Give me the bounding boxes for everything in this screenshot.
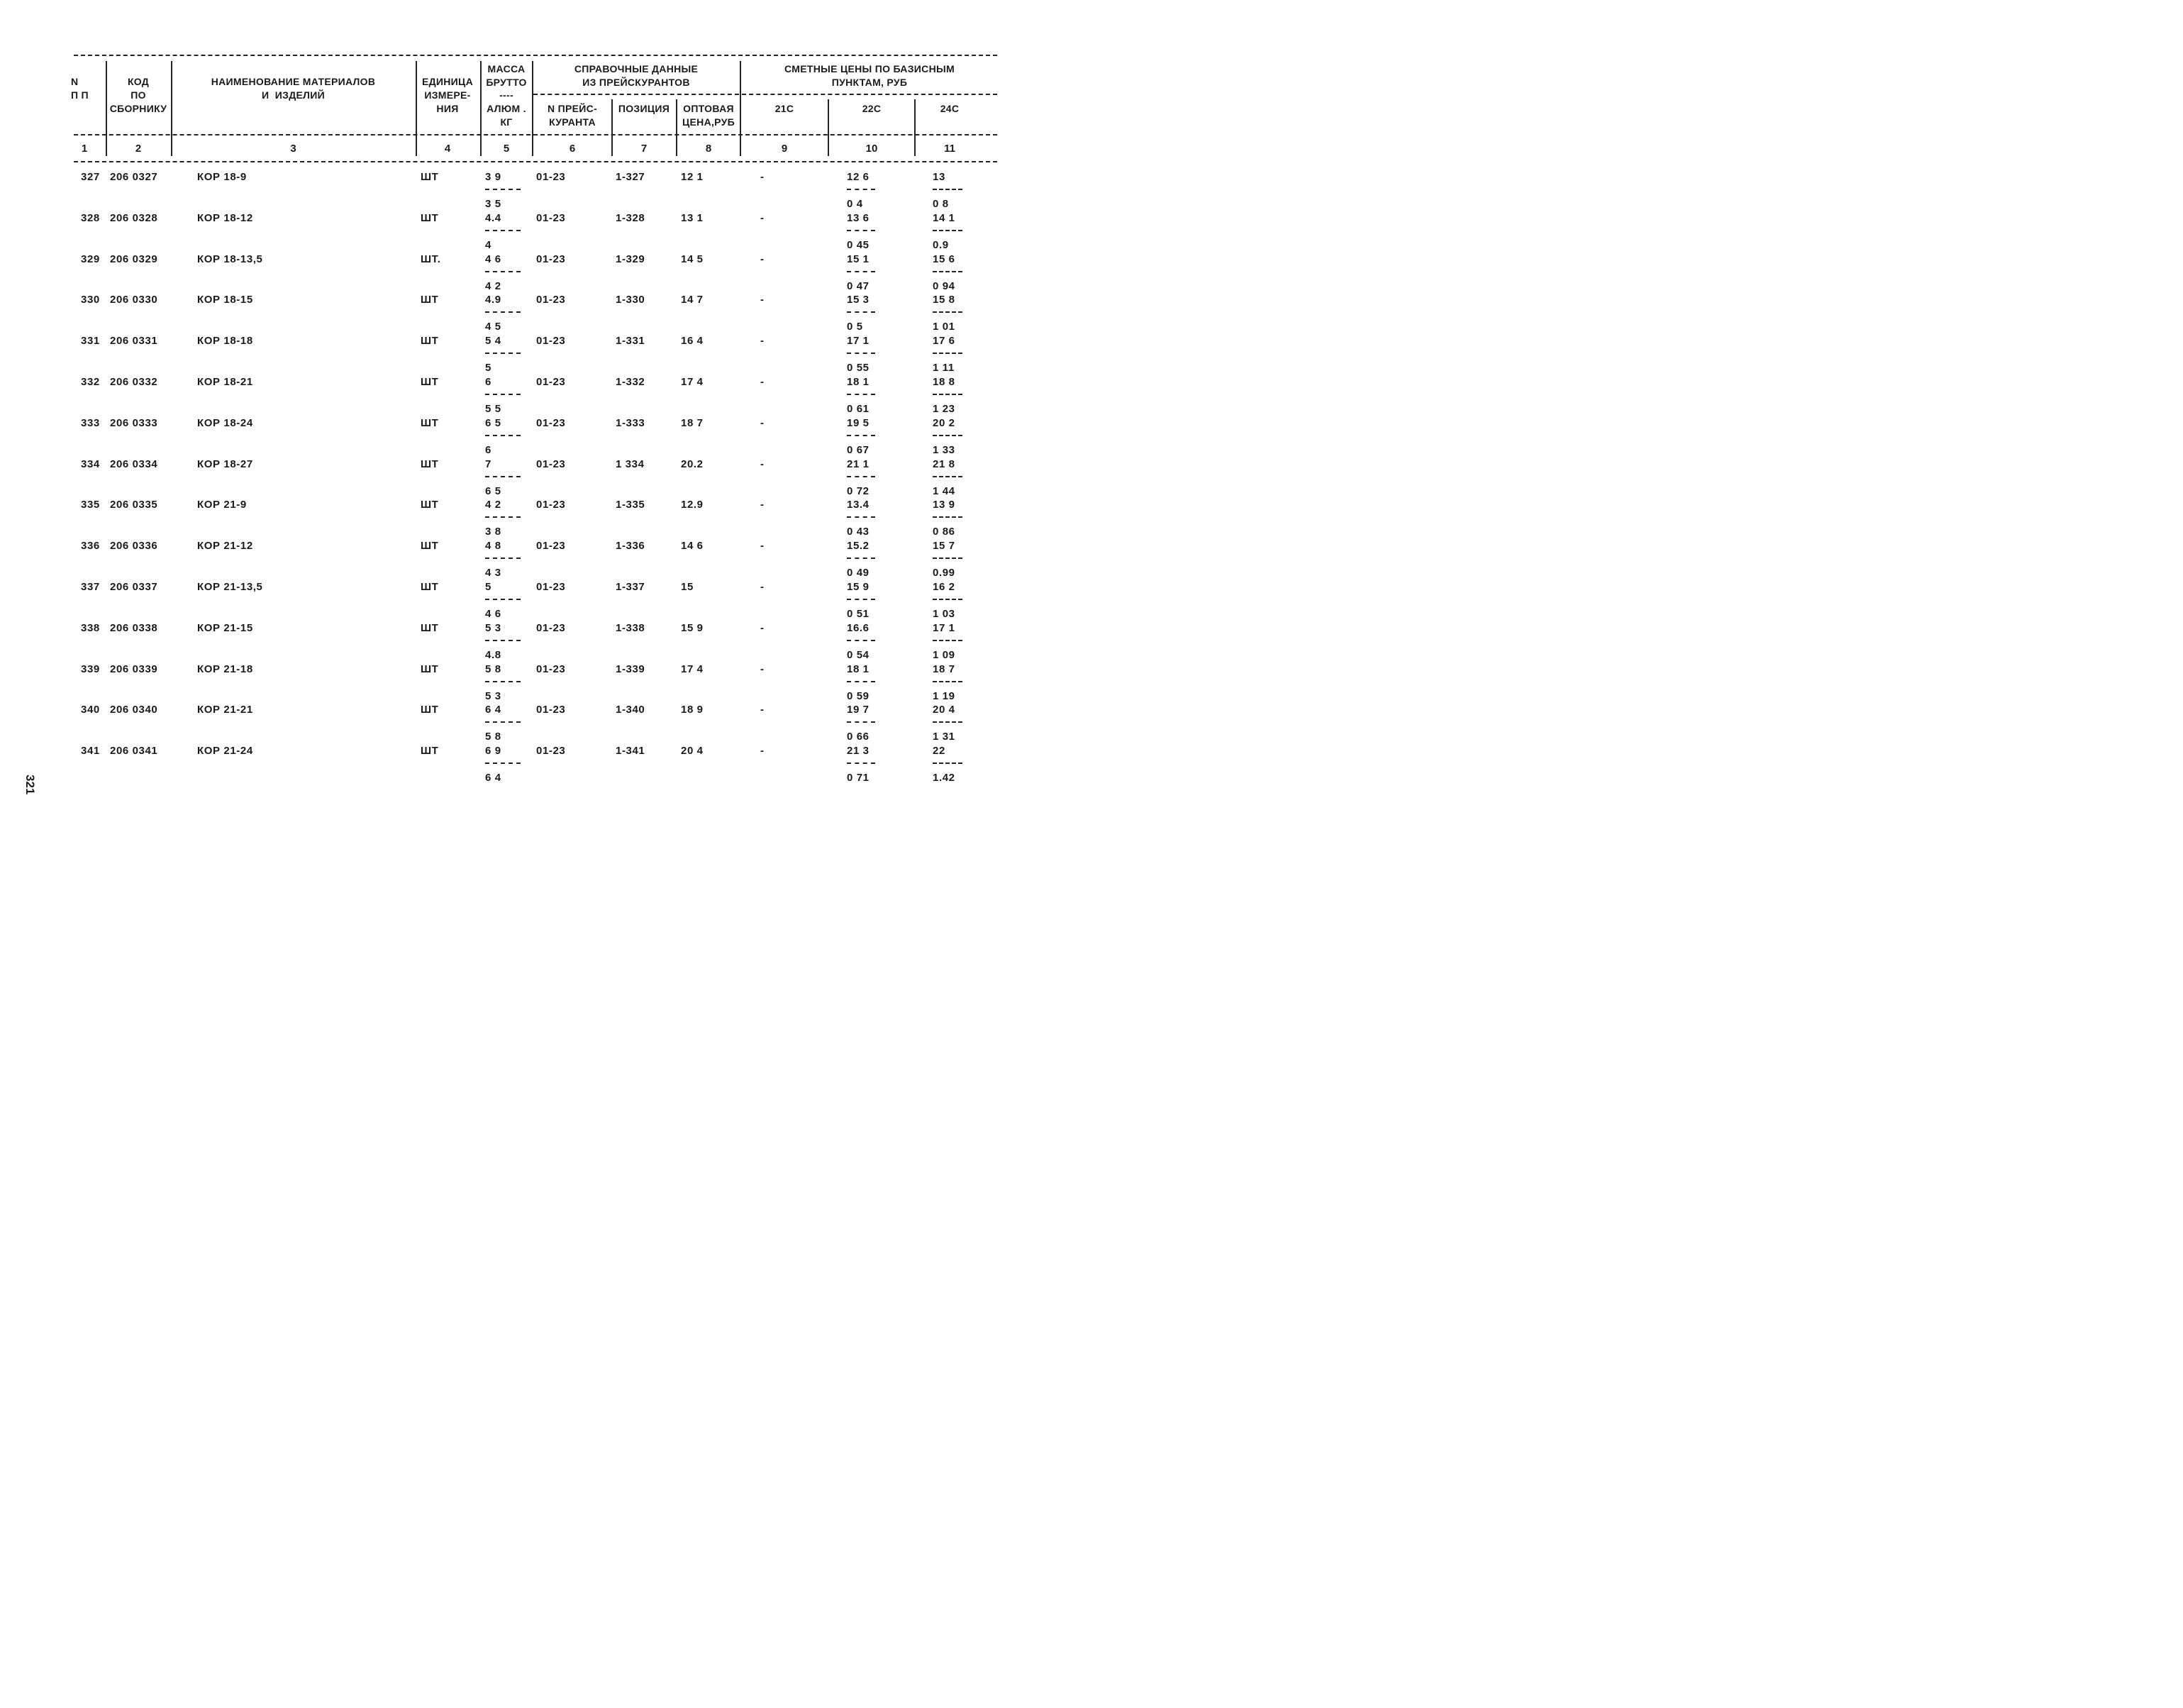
row-number: 329 (81, 253, 100, 265)
material-name: КОР 21-12 (197, 540, 253, 553)
price-22c-extra: 0 55 (847, 362, 870, 375)
column-number: 9 (781, 143, 788, 155)
collection-code: 206 0327 (110, 171, 158, 183)
column-number: 11 (944, 143, 955, 155)
unit: ШТ (421, 704, 439, 716)
price-list-position: 1-333 (616, 416, 645, 429)
price-list-number: 01-23 (536, 376, 566, 388)
aluminium-mass: 6 4 (485, 772, 501, 784)
column-number: 4 (444, 143, 451, 155)
price-list-number: 01-23 (536, 662, 566, 675)
gross-mass: 5 (485, 581, 491, 593)
row-number: 341 (81, 745, 100, 758)
fraction-line (933, 311, 962, 313)
price-24c: 22 (933, 745, 945, 758)
price-24c-extra: 1 33 (933, 443, 955, 456)
fraction-line (485, 681, 521, 682)
price-list-number: 01-23 (536, 704, 566, 716)
header-row-number: N П П (71, 76, 89, 101)
aluminium-mass: 5 3 (485, 689, 501, 702)
fraction-line (847, 516, 875, 518)
price-21c: - (760, 704, 765, 716)
price-22c: 15 9 (847, 581, 870, 593)
price-list-number: 01-23 (536, 499, 566, 511)
price-22c: 17 1 (847, 335, 870, 348)
collection-code: 206 0328 (110, 211, 158, 224)
collection-code: 206 0337 (110, 581, 158, 593)
price-24c-extra: 1 44 (933, 484, 955, 497)
price-22c-extra: 0 49 (847, 567, 870, 580)
header-wholesale-price: ОПТОВАЯ ЦЕНА,РУБ (682, 103, 735, 128)
price-24c-extra: 1 19 (933, 689, 955, 702)
fraction-line (485, 311, 521, 313)
price-24c: 15 6 (933, 253, 955, 265)
price-24c: 17 1 (933, 621, 955, 634)
row-number: 333 (81, 416, 100, 429)
collection-code: 206 0336 (110, 540, 158, 553)
price-24c: 15 7 (933, 540, 955, 553)
price-list-position: 1-328 (616, 211, 645, 224)
row-number: 340 (81, 704, 100, 716)
gross-mass: 4.9 (485, 294, 501, 306)
price-24c-extra: 1 31 (933, 731, 955, 743)
column-number: 7 (640, 143, 648, 155)
material-name: КОР 18-24 (197, 416, 253, 429)
wholesale-price: 16 4 (681, 335, 704, 348)
column-number: 8 (705, 143, 712, 155)
price-24c: 18 8 (933, 376, 955, 388)
price-21c: - (760, 416, 765, 429)
unit: ШТ (421, 211, 439, 224)
header-material-name: НАИМЕНОВАНИЕ МАТЕРИАЛОВ И ИЗДЕЛИЙ (211, 76, 376, 101)
unit: ШТ (421, 499, 439, 511)
header-mid-rule-prices (742, 94, 997, 95)
gross-mass: 6 5 (485, 416, 501, 429)
fraction-line (485, 394, 521, 395)
price-list-position: 1-332 (616, 376, 645, 388)
price-24c-extra: 1.42 (933, 772, 955, 784)
price-22c: 15 3 (847, 294, 870, 306)
gross-mass: 5 3 (485, 621, 501, 634)
header-unit: ЕДИНИЦА ИЗМЕРЕ- НИЯ (422, 76, 473, 114)
price-list-number: 01-23 (536, 294, 566, 306)
row-number: 327 (81, 171, 100, 183)
price-22c-extra: 0 45 (847, 238, 870, 251)
collection-code: 206 0331 (110, 335, 158, 348)
aluminium-mass: 5 5 (485, 403, 501, 415)
price-22c: 19 7 (847, 704, 870, 716)
wholesale-price: 14 7 (681, 294, 704, 306)
fraction-line (485, 353, 521, 354)
aluminium-mass: 6 (485, 443, 491, 456)
price-22c: 16.6 (847, 621, 870, 634)
aluminium-mass: 4.8 (485, 648, 501, 661)
gross-mass: 6 9 (485, 745, 501, 758)
price-22c: 15 1 (847, 253, 870, 265)
column-number: 1 (81, 143, 88, 155)
price-24c-extra: 0 94 (933, 279, 955, 292)
fraction-line (933, 271, 962, 272)
fraction-line (847, 640, 875, 641)
column-number: 10 (865, 143, 878, 155)
price-list-number: 01-23 (536, 745, 566, 758)
price-list-number: 01-23 (536, 335, 566, 348)
header-aluminium-kg: АЛЮМ . КГ (487, 103, 526, 128)
header-price-list-number: N ПРЕЙС- КУРАНТА (548, 103, 597, 128)
row-number: 336 (81, 540, 100, 553)
fraction-line (847, 599, 875, 600)
material-name: КОР 21-18 (197, 662, 253, 675)
price-21c: - (760, 662, 765, 675)
price-21c: - (760, 745, 765, 758)
fraction-line (847, 476, 875, 477)
header-price-22c: 22С (862, 103, 882, 114)
fraction-line (847, 394, 875, 395)
price-21c: - (760, 499, 765, 511)
price-24c: 20 4 (933, 704, 955, 716)
fraction-line (933, 640, 962, 641)
material-name: КОР 18-9 (197, 171, 247, 183)
material-name: КОР 21-21 (197, 704, 253, 716)
aluminium-mass: 4 6 (485, 608, 501, 620)
wholesale-price: 14 6 (681, 540, 704, 553)
price-22c-extra: 0 5 (847, 321, 863, 333)
price-22c: 15.2 (847, 540, 870, 553)
aluminium-mass: 5 (485, 362, 491, 375)
price-24c-extra: 1 03 (933, 608, 955, 620)
document-page (0, 0, 1092, 854)
fraction-line (847, 353, 875, 354)
price-22c-extra: 0 67 (847, 443, 870, 456)
price-21c: - (760, 253, 765, 265)
fraction-line (847, 762, 875, 764)
wholesale-price: 20 4 (681, 745, 704, 758)
price-list-position: 1-341 (616, 745, 645, 758)
price-22c: 18 1 (847, 376, 870, 388)
fraction-line (933, 599, 962, 600)
price-21c: - (760, 294, 765, 306)
price-22c: 13.4 (847, 499, 870, 511)
fraction-line (485, 189, 521, 190)
unit: ШТ (421, 662, 439, 675)
price-22c: 12 6 (847, 171, 870, 183)
collection-code: 206 0329 (110, 253, 158, 265)
row-number: 331 (81, 335, 100, 348)
price-list-position: 1-337 (616, 581, 645, 593)
aluminium-mass: 3 5 (485, 198, 501, 210)
fraction-line (847, 681, 875, 682)
wholesale-price: 20.2 (681, 458, 704, 470)
price-22c-extra: 0 43 (847, 526, 870, 538)
unit: ШТ (421, 621, 439, 634)
wholesale-price: 17 4 (681, 662, 704, 675)
price-22c-extra: 0 61 (847, 403, 870, 415)
page-number: 321 (23, 775, 37, 795)
unit: ШТ (421, 540, 439, 553)
material-name: КОР 21-15 (197, 621, 253, 634)
price-24c-extra: 0.99 (933, 567, 955, 580)
wholesale-price: 18 9 (681, 704, 704, 716)
unit: ШТ (421, 171, 439, 183)
fraction-line (847, 311, 875, 313)
row-number: 330 (81, 294, 100, 306)
fraction-line (485, 558, 521, 559)
price-22c-extra: 0 66 (847, 731, 870, 743)
row-number: 328 (81, 211, 100, 224)
aluminium-mass: 3 8 (485, 526, 501, 538)
price-list-number: 01-23 (536, 458, 566, 470)
wholesale-price: 15 (681, 581, 694, 593)
gross-mass: 3 9 (485, 171, 501, 183)
price-21c: - (760, 581, 765, 593)
row-number: 334 (81, 458, 100, 470)
price-list-position: 1-338 (616, 621, 645, 634)
header-gross-mass: МАССА БРУТТО (486, 63, 527, 88)
price-22c-extra: 0 51 (847, 608, 870, 620)
fraction-line (847, 435, 875, 436)
fraction-line (933, 230, 962, 231)
column-number: 5 (503, 143, 510, 155)
price-22c: 21 1 (847, 458, 870, 470)
price-24c-extra: 1 11 (933, 362, 955, 375)
fraction-line (847, 271, 875, 272)
price-list-position: 1 334 (616, 458, 645, 470)
fraction-line (485, 271, 521, 272)
collection-code: 206 0341 (110, 745, 158, 758)
header-price-21c: 21С (774, 103, 794, 114)
wholesale-price: 17 4 (681, 376, 704, 388)
fraction-line (933, 435, 962, 436)
price-22c-extra: 0 72 (847, 484, 870, 497)
price-21c: - (760, 458, 765, 470)
header-position: ПОЗИЦИЯ (618, 103, 670, 114)
header-price-24c: 24С (940, 103, 960, 114)
price-24c: 18 7 (933, 662, 955, 675)
column-number: 6 (569, 143, 576, 155)
collection-code: 206 0340 (110, 704, 158, 716)
gross-mass: 4 8 (485, 540, 501, 553)
gross-mass: 5 8 (485, 662, 501, 675)
header-divider (740, 61, 741, 156)
price-22c: 18 1 (847, 662, 870, 675)
header-bottom-rule (74, 134, 997, 135)
price-22c: 19 5 (847, 416, 870, 429)
material-name: КОР 21-24 (197, 745, 253, 758)
collection-code: 206 0333 (110, 416, 158, 429)
wholesale-price: 15 9 (681, 621, 704, 634)
price-22c: 21 3 (847, 745, 870, 758)
header-code: КОД ПО СБОРНИКУ (109, 76, 167, 114)
price-list-number: 01-23 (536, 621, 566, 634)
price-21c: - (760, 621, 765, 634)
gross-mass: 4 2 (485, 499, 501, 511)
price-22c-extra: 0 71 (847, 772, 870, 784)
fraction-line (485, 476, 521, 477)
fraction-line (933, 558, 962, 559)
aluminium-mass: 5 8 (485, 731, 501, 743)
wholesale-price: 18 7 (681, 416, 704, 429)
price-21c: - (760, 211, 765, 224)
row-number: 338 (81, 621, 100, 634)
unit: ШТ (421, 294, 439, 306)
price-24c-extra: 0 8 (933, 198, 949, 210)
fraction-line (933, 762, 962, 764)
gross-mass: 4.4 (485, 211, 501, 224)
row-number: 337 (81, 581, 100, 593)
price-24c-extra: 0 86 (933, 526, 955, 538)
price-24c: 14 1 (933, 211, 955, 224)
price-22c-extra: 0 59 (847, 689, 870, 702)
unit: ШТ. (421, 253, 441, 265)
material-name: КОР 18-18 (197, 335, 253, 348)
material-name: КОР 18-21 (197, 376, 253, 388)
price-24c-extra: 1 09 (933, 648, 955, 661)
price-21c: - (760, 376, 765, 388)
material-name: КОР 21-13,5 (197, 581, 263, 593)
price-24c: 20 2 (933, 416, 955, 429)
gross-mass: 5 4 (485, 335, 501, 348)
material-name: КОР 21-9 (197, 499, 247, 511)
unit: ШТ (421, 745, 439, 758)
price-21c: - (760, 335, 765, 348)
aluminium-mass: 4 3 (485, 567, 501, 580)
price-24c: 15 8 (933, 294, 955, 306)
fraction-line (485, 640, 521, 641)
price-list-number: 01-23 (536, 211, 566, 224)
fraction-line (933, 476, 962, 477)
price-21c: - (760, 171, 765, 183)
fraction-line (847, 230, 875, 231)
price-24c: 16 2 (933, 581, 955, 593)
wholesale-price: 12.9 (681, 499, 704, 511)
price-list-position: 1-331 (616, 335, 645, 348)
column-number: 3 (290, 143, 296, 155)
collection-code: 206 0335 (110, 499, 158, 511)
material-name: КОР 18-15 (197, 294, 253, 306)
price-22c-extra: 0 4 (847, 198, 863, 210)
wholesale-price: 13 1 (681, 211, 704, 224)
price-list-number: 01-23 (536, 581, 566, 593)
gross-mass: 7 (485, 458, 491, 470)
price-list-position: 1-335 (616, 499, 645, 511)
price-list-position: 1-336 (616, 540, 645, 553)
gross-mass: 6 4 (485, 704, 501, 716)
table-top-rule (74, 55, 997, 56)
collection-code: 206 0334 (110, 458, 158, 470)
price-24c: 13 9 (933, 499, 955, 511)
price-24c-extra: 1 23 (933, 403, 955, 415)
fraction-line (485, 762, 521, 764)
gross-mass: 4 6 (485, 253, 501, 265)
row-number: 339 (81, 662, 100, 675)
collection-code: 206 0338 (110, 621, 158, 634)
price-24c: 17 6 (933, 335, 955, 348)
header-mid-rule (533, 94, 739, 95)
price-list-position: 1-330 (616, 294, 645, 306)
price-22c: 13 6 (847, 211, 870, 224)
fraction-line (485, 516, 521, 518)
unit: ШТ (421, 376, 439, 388)
price-24c: 21 8 (933, 458, 955, 470)
aluminium-mass: 6 5 (485, 484, 501, 497)
material-name: КОР 18-12 (197, 211, 253, 224)
row-number: 332 (81, 376, 100, 388)
header-reference-group: СПРАВОЧНЫЕ ДАННЫЕ ИЗ ПРЕЙСКУРАНТОВ (574, 63, 699, 88)
unit: ШТ (421, 458, 439, 470)
aluminium-mass: 4 5 (485, 321, 501, 333)
header-prices-group: СМЕТНЫЕ ЦЕНЫ ПО БАЗИСНЫМ ПУНКТАМ, РУБ (784, 63, 955, 88)
wholesale-price: 12 1 (681, 171, 704, 183)
unit: ШТ (421, 416, 439, 429)
aluminium-mass: 4 2 (485, 279, 501, 292)
collection-code: 206 0339 (110, 662, 158, 675)
price-list-number: 01-23 (536, 416, 566, 429)
price-list-position: 1-340 (616, 704, 645, 716)
fraction-line (847, 189, 875, 190)
material-name: КОР 18-27 (197, 458, 253, 470)
price-22c-extra: 0 54 (847, 648, 870, 661)
price-list-number: 01-23 (536, 540, 566, 553)
fraction-line (485, 721, 521, 723)
aluminium-mass: 4 (485, 238, 491, 251)
price-list-position: 1-339 (616, 662, 645, 675)
fraction-line (485, 599, 521, 600)
price-list-position: 1-327 (616, 171, 645, 183)
fraction-line (933, 394, 962, 395)
collection-code: 206 0330 (110, 294, 158, 306)
fraction-line (847, 721, 875, 723)
wholesale-price: 14 5 (681, 253, 704, 265)
price-22c-extra: 0 47 (847, 279, 870, 292)
fraction-line (485, 435, 521, 436)
fraction-line (933, 721, 962, 723)
header-mass-separator: ---- (499, 89, 513, 101)
row-number: 335 (81, 499, 100, 511)
fraction-line (933, 681, 962, 682)
price-list-number: 01-23 (536, 171, 566, 183)
fraction-line (933, 189, 962, 190)
unit: ШТ (421, 335, 439, 348)
price-21c: - (760, 540, 765, 553)
column-numbers-rule (74, 161, 997, 162)
price-24c: 13 (933, 171, 945, 183)
fraction-line (485, 230, 521, 231)
fraction-line (933, 353, 962, 354)
price-24c-extra: 1 01 (933, 321, 955, 333)
column-number: 2 (135, 143, 142, 155)
gross-mass: 6 (485, 376, 491, 388)
price-list-position: 1-329 (616, 253, 645, 265)
fraction-line (847, 558, 875, 559)
unit: ШТ (421, 581, 439, 593)
price-list-number: 01-23 (536, 253, 566, 265)
material-name: КОР 18-13,5 (197, 253, 263, 265)
fraction-line (933, 516, 962, 518)
collection-code: 206 0332 (110, 376, 158, 388)
price-24c-extra: 0.9 (933, 238, 949, 251)
